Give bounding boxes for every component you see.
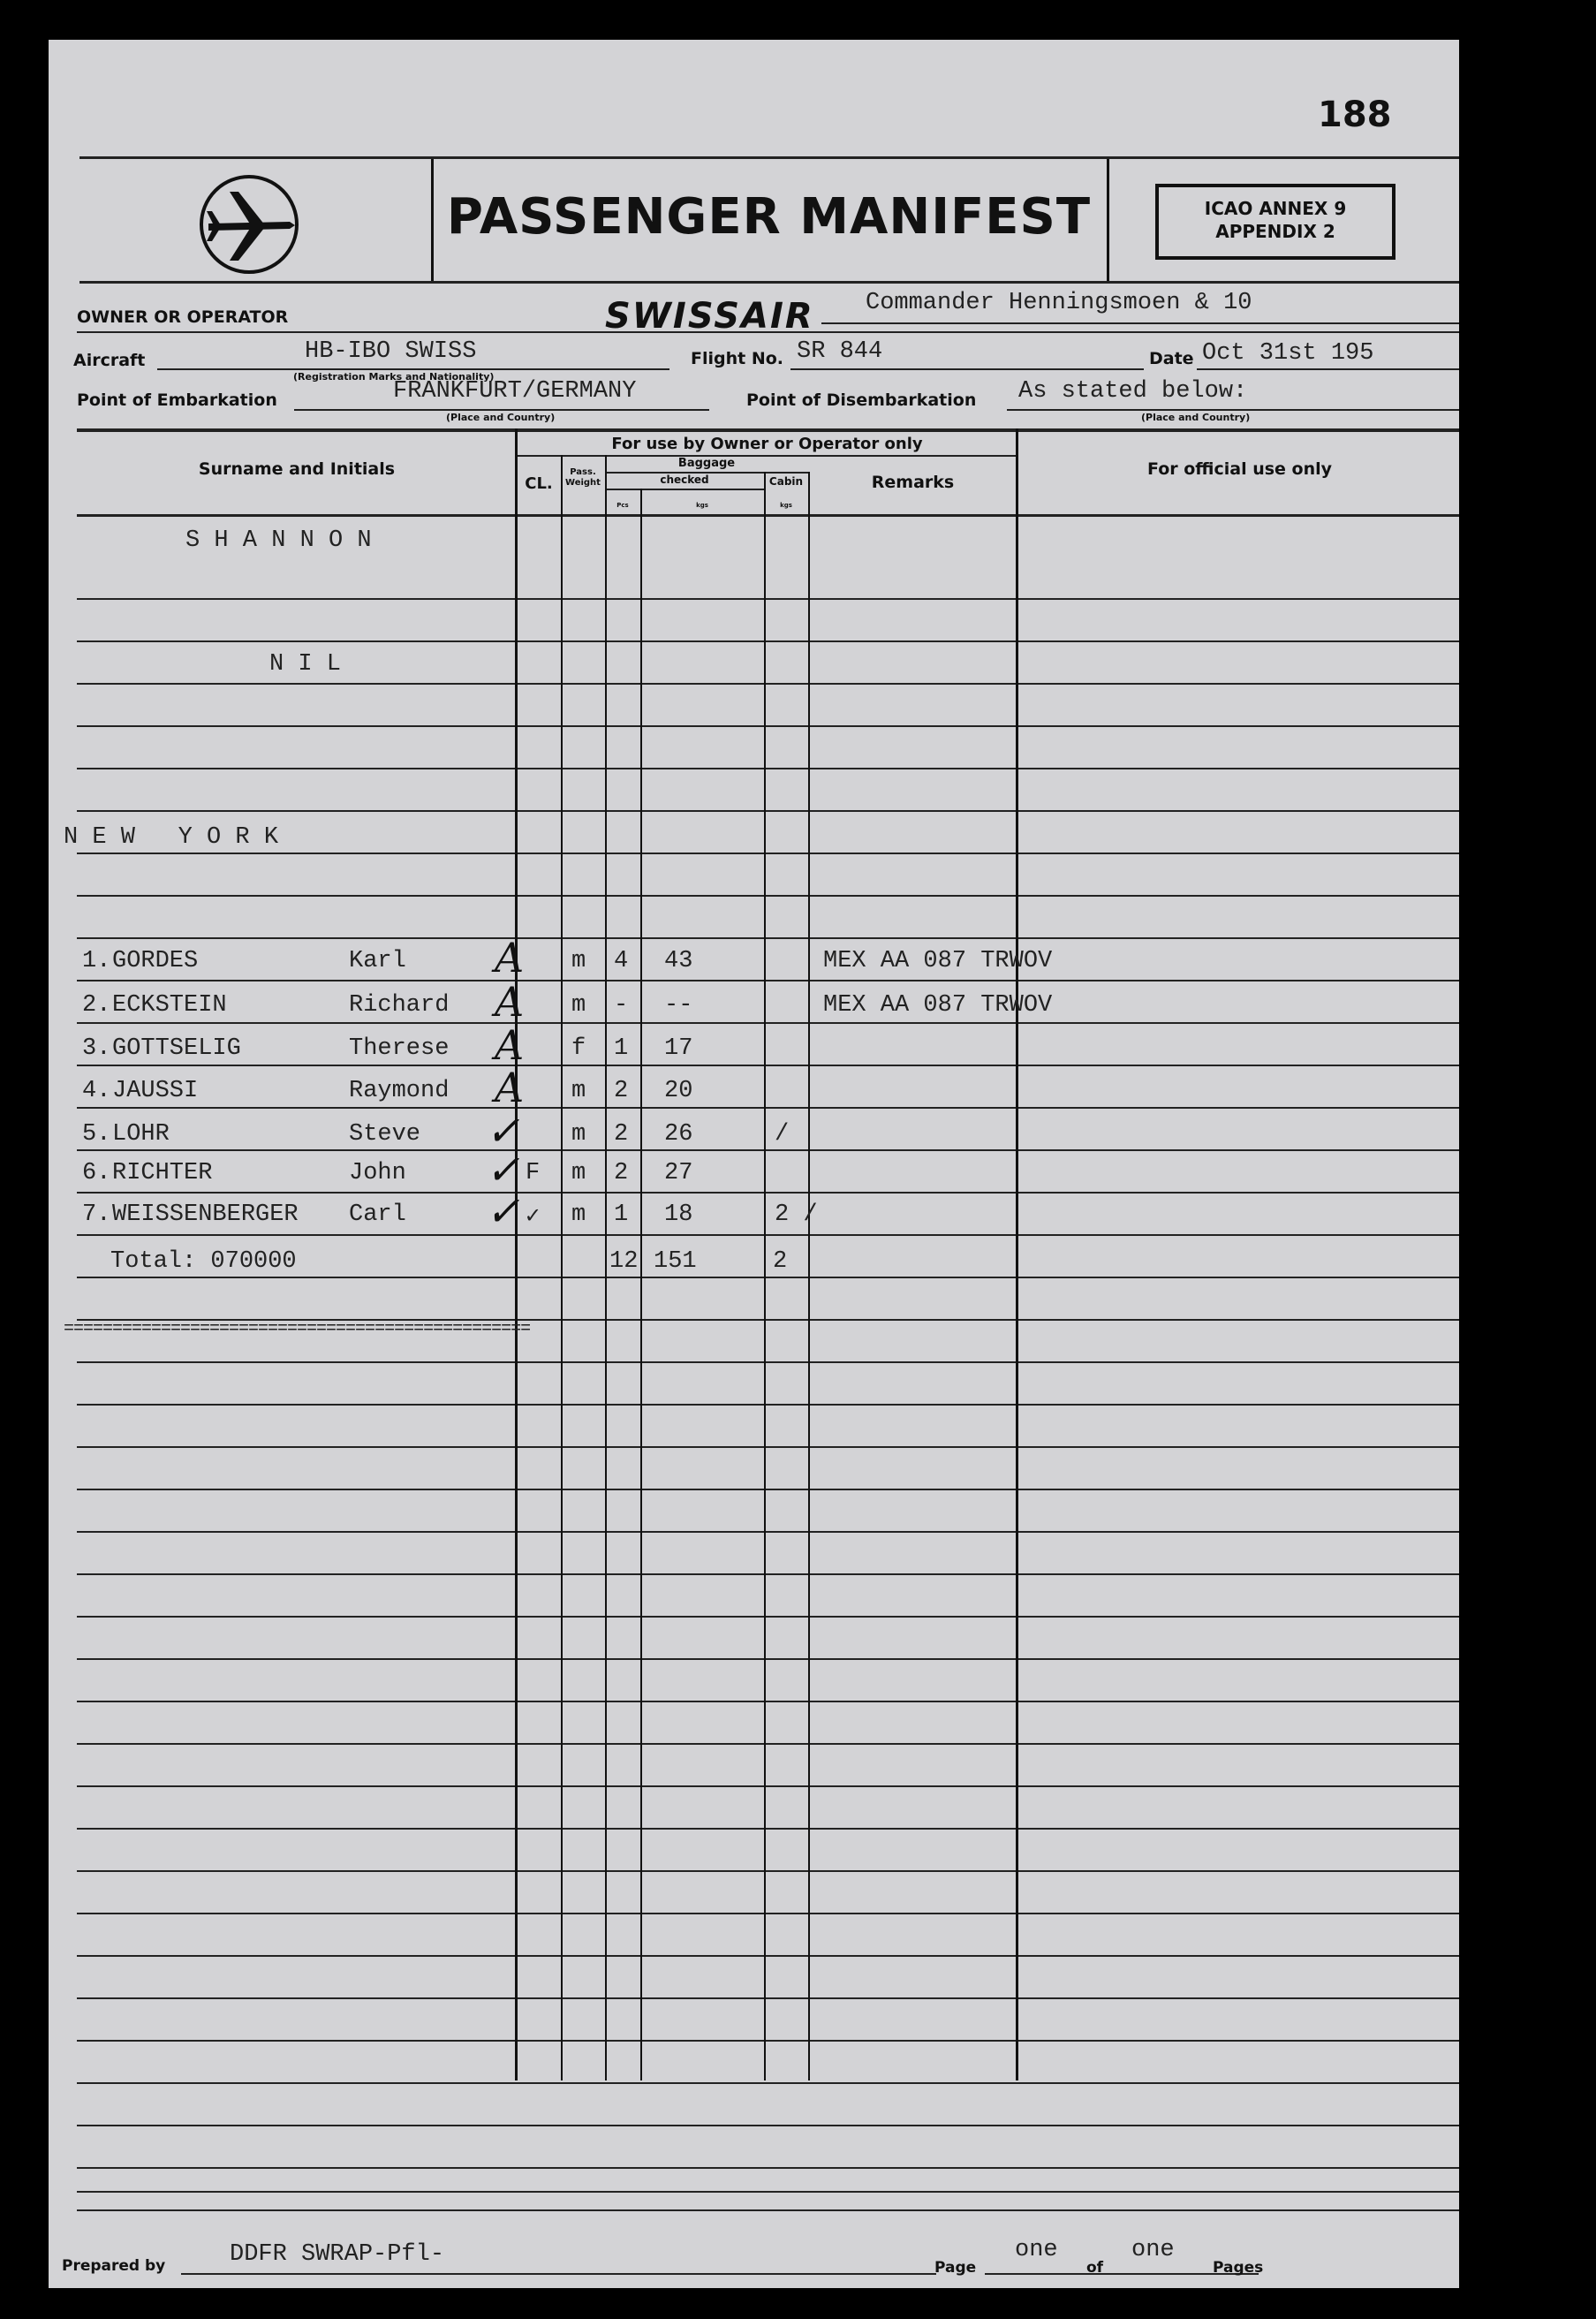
- embark-caption: (Place and Country): [446, 412, 556, 423]
- of-label: of: [1086, 2259, 1104, 2277]
- icao-box: [1155, 184, 1396, 260]
- passenger-number: 3.: [82, 1035, 111, 1062]
- of-value: one: [1131, 2237, 1175, 2263]
- passenger-check-mark: ✓: [486, 1146, 520, 1194]
- row-rule: [77, 1404, 1459, 1406]
- col-owner-use: For use by Owner or Operator only: [611, 435, 923, 453]
- row-rule: [77, 1531, 1459, 1533]
- passenger-first-name: Richard: [349, 992, 450, 1019]
- flight-underline: [790, 368, 1144, 370]
- passenger-number: 1.: [82, 948, 111, 974]
- row-rule: [77, 1277, 1459, 1278]
- col-kgs: kgs: [696, 502, 708, 509]
- flight-value: SR 844: [797, 338, 883, 365]
- row-rule: [77, 1616, 1459, 1618]
- passenger-first-name: Therese: [349, 1035, 450, 1062]
- disembark-label: Point of Disembarkation: [746, 390, 977, 410]
- row-rule: [77, 895, 1459, 897]
- passenger-baggage-kgs: 43: [664, 948, 693, 974]
- prepared-underline: [181, 2273, 936, 2275]
- row-rule: [77, 2040, 1459, 2042]
- page-number: 188: [1318, 95, 1392, 135]
- aircraft-underline: [157, 368, 669, 370]
- section-nil: N I L: [269, 651, 342, 678]
- col-checked: checked: [660, 474, 709, 486]
- passenger-sex: m: [571, 1121, 586, 1148]
- pages-label: Pages: [1213, 2259, 1264, 2277]
- row-rule: [77, 1573, 1459, 1575]
- passenger-class: F: [526, 1160, 541, 1186]
- row-rule: [77, 810, 1459, 812]
- row-rule: [77, 1913, 1459, 1914]
- passenger-sex: f: [571, 1035, 586, 1062]
- footer-rule: [77, 2191, 1459, 2193]
- disembark-value: As stated below:: [1018, 378, 1248, 405]
- row-rule: [77, 2125, 1459, 2126]
- header-divider-right: [1107, 159, 1109, 281]
- row-rule: [77, 2082, 1459, 2084]
- flight-label: Flight No.: [691, 349, 784, 368]
- passenger-surname: GOTTSELIG: [112, 1035, 241, 1062]
- passenger-baggage-pcs: 1: [614, 1035, 629, 1062]
- disembark-underline: [1007, 409, 1459, 411]
- row-rule: [77, 1065, 1459, 1066]
- passenger-baggage-kgs: 26: [664, 1121, 693, 1148]
- col-line-pcs: [640, 489, 642, 2080]
- page-value: one: [1015, 2237, 1058, 2263]
- col-line-cl: [561, 455, 563, 2080]
- passenger-first-name: Karl: [349, 948, 406, 974]
- date-underline: [1197, 368, 1459, 370]
- row-rule: [77, 1658, 1459, 1660]
- passenger-check-mark: ✓: [486, 1107, 520, 1155]
- owner-underline: [821, 322, 1459, 324]
- passenger-number: 7.: [82, 1201, 111, 1228]
- passenger-surname: GORDES: [112, 948, 199, 974]
- col-surname: Surname and Initials: [198, 459, 396, 479]
- passenger-baggage-kgs: 18: [664, 1201, 693, 1228]
- col-cl: CL.: [525, 474, 553, 493]
- passenger-baggage-kgs: --: [664, 992, 693, 1019]
- registration-caption: (Registration Marks and Nationality): [293, 371, 495, 383]
- row-rule: [77, 1192, 1459, 1194]
- embark-underline: [294, 409, 709, 411]
- passenger-baggage-pcs: 4: [614, 948, 629, 974]
- total-pcs: 12: [609, 1248, 639, 1275]
- airline-name: SWISSAIR: [605, 296, 814, 337]
- prepared-label: Prepared by: [62, 2257, 166, 2275]
- passenger-baggage-pcs: -: [614, 992, 629, 1019]
- total-kgs: 151: [654, 1248, 697, 1275]
- col-line-remarks: [1016, 428, 1018, 2080]
- passenger-sex: m: [571, 992, 586, 1019]
- passenger-check-mark: A: [495, 1064, 525, 1111]
- col-line-kgs: [764, 472, 766, 2080]
- passenger-surname: ECKSTEIN: [112, 992, 227, 1019]
- row-rule: [77, 768, 1459, 769]
- row-rule: [77, 1955, 1459, 1957]
- embark-value: FRANKFURT/GERMANY: [393, 378, 637, 405]
- section-new-york: N E W Y O R K: [64, 824, 279, 851]
- col-line-weight: [605, 455, 607, 2080]
- col-pass-weight-2: Weight: [565, 478, 601, 488]
- airplane-logo-icon: [194, 172, 305, 277]
- passenger-surname: WEISSENBERGER: [112, 1201, 299, 1228]
- row-rule: [77, 2167, 1459, 2169]
- row-rule: [77, 1828, 1459, 1830]
- section-shannon: S H A N N O N: [185, 527, 372, 554]
- col-line-surname: [515, 428, 518, 2080]
- passenger-baggage-kgs: 20: [664, 1078, 693, 1104]
- row-rule: [77, 683, 1459, 685]
- row-rule: [77, 980, 1459, 981]
- row-rule: [77, 1022, 1459, 1024]
- owner-row-rule: [77, 331, 1459, 333]
- prepared-value: DDFR SWRAP-Pfl-: [230, 2241, 445, 2268]
- passenger-baggage-pcs: 2: [614, 1121, 629, 1148]
- passenger-cabin: /: [775, 1121, 790, 1148]
- row-rule: [77, 1701, 1459, 1702]
- col-official: For official use only: [1146, 459, 1333, 479]
- header-bottom-rule: [79, 281, 1459, 284]
- row-rule: [77, 2209, 1459, 2211]
- table-top-rule: [77, 428, 1459, 432]
- passenger-class: ✓: [526, 1204, 541, 1231]
- date-label: Date: [1149, 349, 1194, 368]
- manifest-title: PASSENGER MANIFEST: [446, 188, 1092, 246]
- col-baggage: Baggage: [677, 457, 736, 470]
- passenger-surname: RICHTER: [112, 1160, 213, 1186]
- row-rule: [77, 1743, 1459, 1745]
- header-top-rule: [79, 156, 1459, 159]
- passenger-check-mark: A: [495, 1021, 525, 1069]
- passenger-sex: m: [571, 1160, 586, 1186]
- passenger-cabin: 2 /: [775, 1201, 818, 1228]
- passenger-sex: m: [571, 1201, 586, 1228]
- checked-rule: [605, 489, 764, 490]
- passenger-surname: LOHR: [112, 1121, 170, 1148]
- commander-value: Commander Henningsmoen & 10: [866, 290, 1252, 316]
- icao-line-2: APPENDIX 2: [1215, 221, 1335, 242]
- row-rule: [77, 1361, 1459, 1363]
- passenger-number: 5.: [82, 1121, 111, 1148]
- row-rule: [77, 725, 1459, 727]
- total-cabin: 2: [773, 1248, 788, 1275]
- passenger-remarks: MEX AA 087 TRWOV: [823, 948, 1053, 974]
- separator-line: ================================================: [64, 1319, 531, 1339]
- col-cabin-kgs: kgs: [780, 502, 792, 509]
- row-rule: [77, 1785, 1459, 1787]
- row-rule: [77, 1234, 1459, 1236]
- passenger-check-mark: A: [495, 978, 525, 1026]
- page-label: Page: [934, 2259, 977, 2277]
- passenger-surname: JAUSSI: [112, 1078, 199, 1104]
- col-cabin: Cabin: [768, 475, 804, 488]
- date-value: Oct 31st 195: [1202, 340, 1374, 367]
- col-pcs: Pcs: [616, 502, 629, 509]
- col-line-cabin: [808, 472, 810, 2080]
- col-pass-weight-1: Pass.: [570, 467, 596, 477]
- aircraft-value: HB-IBO SWISS: [305, 338, 477, 365]
- passenger-baggage-pcs: 2: [614, 1078, 629, 1104]
- passenger-check-mark: ✓: [486, 1187, 520, 1235]
- embark-label: Point of Embarkation: [77, 390, 277, 410]
- passenger-first-name: John: [349, 1160, 406, 1186]
- row-rule: [77, 1489, 1459, 1490]
- passenger-number: 6.: [82, 1160, 111, 1186]
- passenger-check-mark: A: [495, 934, 525, 981]
- row-rule: [77, 514, 1459, 517]
- row-rule: [77, 1870, 1459, 1872]
- passenger-first-name: Steve: [349, 1121, 421, 1148]
- passenger-number: 4.: [82, 1078, 111, 1104]
- passenger-baggage-kgs: 27: [664, 1160, 693, 1186]
- row-rule: [77, 937, 1459, 939]
- passenger-baggage-pcs: 2: [614, 1160, 629, 1186]
- row-rule: [77, 1997, 1459, 1999]
- row-rule: [77, 1107, 1459, 1109]
- row-rule: [77, 853, 1459, 854]
- passenger-first-name: Raymond: [349, 1078, 450, 1104]
- row-rule: [77, 640, 1459, 642]
- row-rule: [77, 1149, 1459, 1151]
- passenger-number: 2.: [82, 992, 111, 1019]
- passenger-baggage-kgs: 17: [664, 1035, 693, 1062]
- aircraft-label: Aircraft: [73, 351, 146, 370]
- total-label: Total: 070000: [110, 1248, 297, 1275]
- passenger-first-name: Carl: [349, 1201, 406, 1228]
- disembark-caption: (Place and Country): [1141, 412, 1251, 423]
- passenger-sex: m: [571, 1078, 586, 1104]
- passenger-baggage-pcs: 1: [614, 1201, 629, 1228]
- icao-line-1: ICAO ANNEX 9: [1204, 198, 1347, 219]
- col-remarks: Remarks: [871, 473, 955, 492]
- manifest-page: [49, 40, 1459, 2288]
- owner-label: OWNER OR OPERATOR: [77, 307, 289, 327]
- passenger-remarks: MEX AA 087 TRWOV: [823, 992, 1053, 1019]
- row-rule: [77, 1446, 1459, 1448]
- row-rule: [77, 598, 1459, 600]
- passenger-sex: m: [571, 948, 586, 974]
